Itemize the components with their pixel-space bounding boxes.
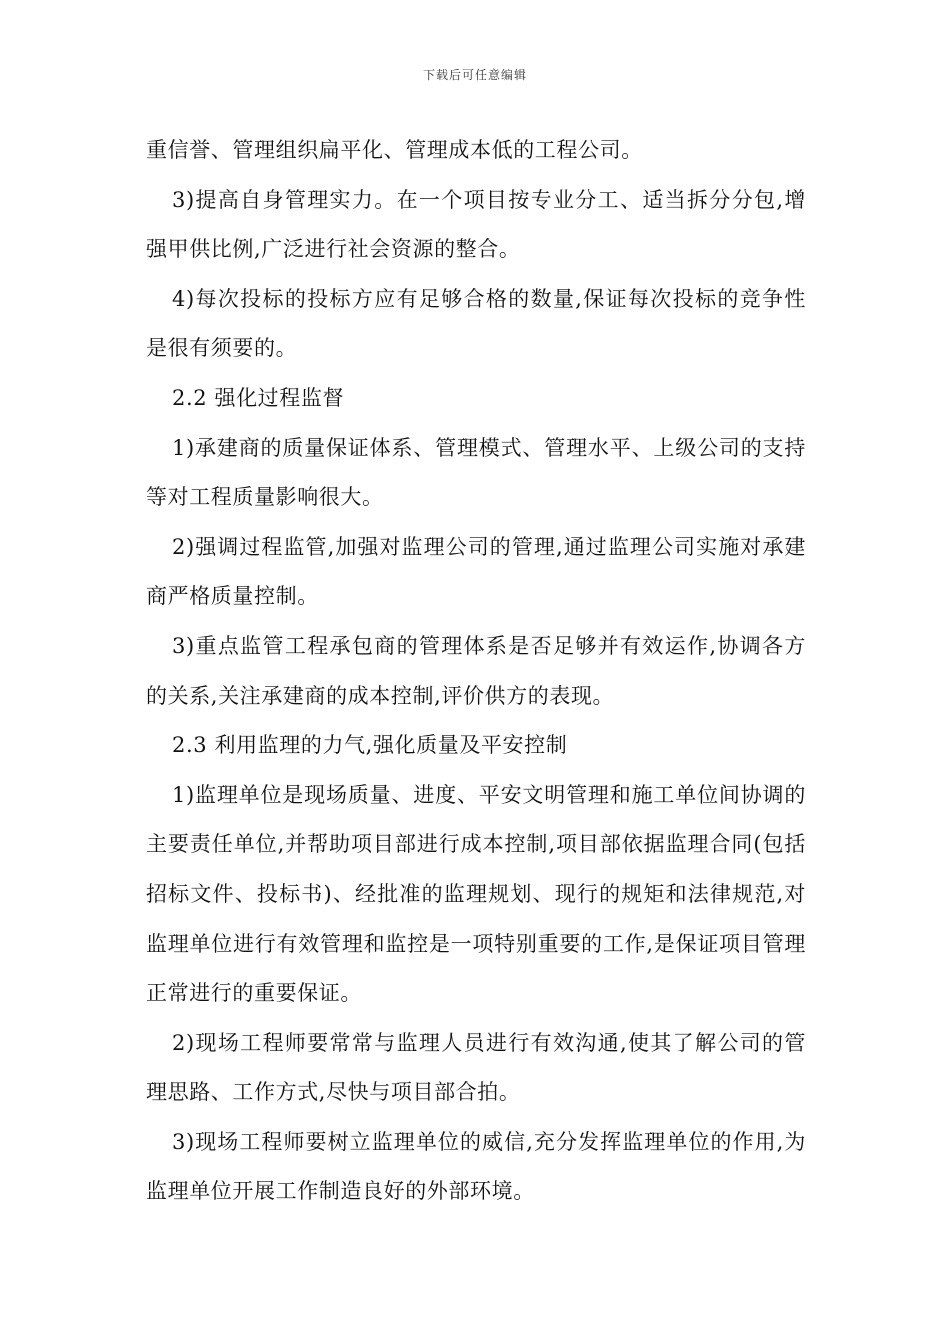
paragraph: 3)现场工程师要树立监理单位的威信,充分发挥监理单位的作用,为监理单位开展工作制造良好的外部环境。: [146, 1129, 806, 1204]
document-body: [146, 126, 806, 1217]
paragraph: 2)强调过程监管,加强对监理公司的管理,通过监理公司实施对承建商严格质量控制。: [146, 534, 806, 609]
paragraph: 1)承建商的质量保证体系、管理模式、管理水平、上级公司的支持等对工程质量影响很大。: [146, 435, 806, 510]
paragraph: 3)重点监管工程承包商的管理体系是否足够并有效运作,协调各方的关系,关注承建商的成本控制,评价供方的表现。: [146, 633, 806, 708]
paragraph: 4)每次投标的投标方应有足够合格的数量,保证每次投标的竞争性是很有须要的。: [146, 286, 806, 361]
page-header: 下载后可任意编辑: [422, 68, 527, 82]
paragraph: 1)监理单位是现场质量、进度、平安文明管理和施工单位间协调的主要责任单位,并帮助项目部进行成本控制,项目部依据监理合同(包括招标文件、投标书)、经批准的监理规划、现行的规矩和法律规范,对监理单位进行有效管理和监控是一项特别重要的工作,是保证项目管理正常进行的重要保证。: [146, 782, 806, 1006]
paragraph: 重信誉、管理组织扁平化、管理成本低的工程公司。: [146, 138, 643, 162]
section-heading: 2.2 强化过程监督: [172, 385, 345, 410]
paragraph: 2)现场工程师要常常与监理人员进行有效沟通,使其了解公司的管理思路、工作方式,尽快与项目部合拍。: [146, 1030, 806, 1105]
section-heading: 2.3 利用监理的力气,强化质量及平安控制: [172, 733, 568, 758]
paragraph: 3)提高自身管理实力。在一个项目按专业分工、适当拆分分包,增强甲供比例,广泛进行社会资源的整合。: [146, 187, 806, 262]
